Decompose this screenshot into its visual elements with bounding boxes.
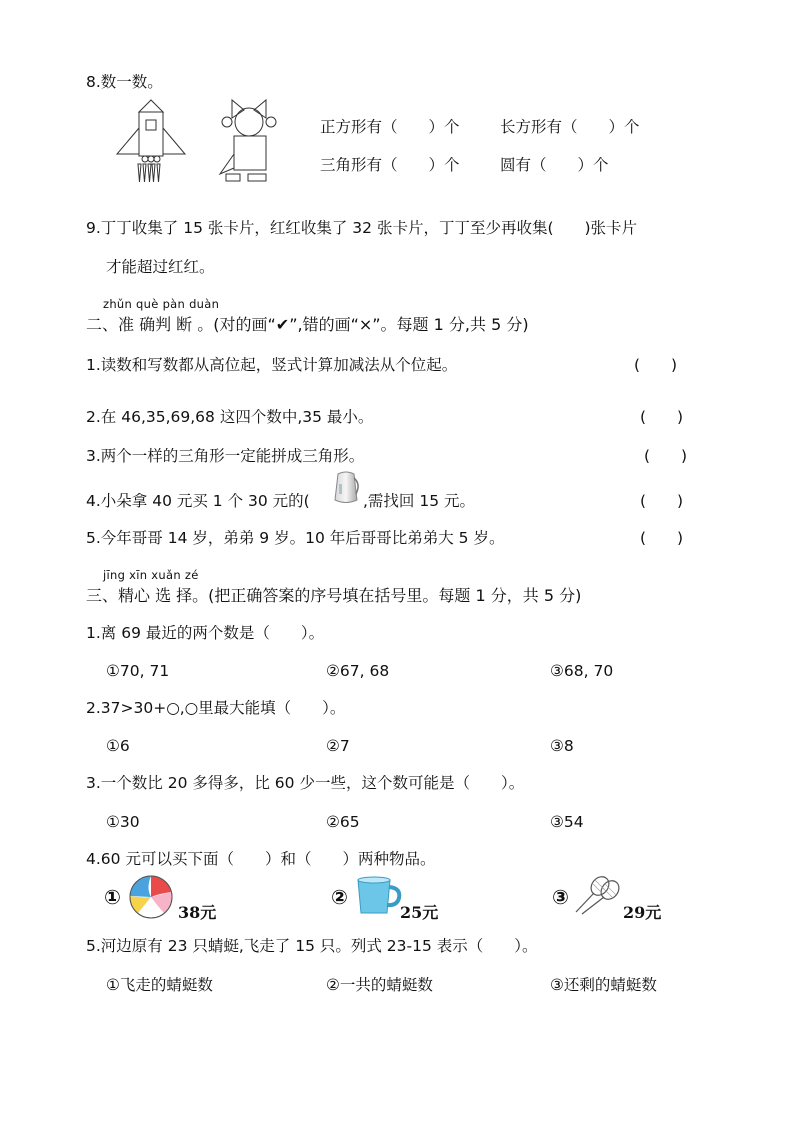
q8-rect-count: 长方形有（ ）个	[500, 118, 640, 136]
sec3-q2-opt-2[interactable]: ②7	[326, 737, 350, 755]
sec3-q1-opt-1[interactable]: ①70, 71	[106, 662, 170, 680]
sec2-item-4-paren[interactable]: ( )	[640, 492, 684, 510]
kettle-icon	[330, 470, 362, 506]
sec3-q5-opt-3[interactable]: ③还剩的蜻蜓数	[550, 976, 657, 994]
sec3-q4-mark-1[interactable]: ①	[104, 885, 121, 909]
sec3-q5-stem: 5.河边原有 23 只蜻蜓,飞走了 15 只。列式 23-15 表示（ ）。	[86, 937, 538, 955]
sec3-pinyin: jīng xīn xuǎn zé	[103, 568, 199, 582]
rocket-figure	[114, 98, 188, 190]
beach-ball-icon	[128, 874, 174, 920]
sec2-item-1: 1.读数和写数都从高位起，竖式计算加减法从个位起。	[86, 356, 458, 374]
sec3-q3-stem: 3.一个数比 20 多得多，比 60 少一些，这个数可能是（ ）。	[86, 774, 525, 792]
sec3-q4-mark-2[interactable]: ②	[331, 885, 348, 909]
q8-square-count: 正方形有（ ）个	[320, 118, 460, 136]
sec2-item-2: 2.在 46,35,69,68 这四个数中,35 最小。	[86, 408, 374, 426]
sec3-q2-opt-3[interactable]: ③8	[550, 737, 574, 755]
sec3-q4-price-3: 29元	[623, 903, 662, 922]
sec3-q2-opt-1[interactable]: ①6	[106, 737, 130, 755]
sec2-item-3: 3.两个一样的三角形一定能拼成三角形。	[86, 447, 365, 465]
sec2-pinyin: zhǔn què pàn duàn	[103, 297, 220, 311]
sec2-item-4b: ,需找回 15 元。	[363, 492, 476, 510]
sec2-item-1-paren[interactable]: ( )	[634, 356, 678, 374]
q8-triangle-count: 三角形有（ ）个	[320, 156, 460, 174]
sec3-q4-price-1: 38元	[178, 903, 217, 922]
sec2-item-2-paren[interactable]: ( )	[640, 408, 684, 426]
sec3-q4-price-2: 25元	[400, 903, 439, 922]
sec3-q2-stem: 2.37>30+○,○里最大能填（ ）。	[86, 699, 346, 717]
sec3-q3-opt-3[interactable]: ③54	[550, 813, 584, 831]
sec3-q3-opt-2[interactable]: ②65	[326, 813, 360, 831]
q9-line2: 才能超过红红。	[106, 258, 215, 276]
q9-line1: 9.丁丁收集了 15 张卡片，红红收集了 32 张卡片，丁丁至少再收集( )张卡片	[86, 219, 638, 237]
cup-icon	[355, 876, 403, 916]
sec2-item-5-paren[interactable]: ( )	[640, 529, 684, 547]
sec3-q1-opt-2[interactable]: ②67, 68	[326, 662, 390, 680]
cat-figure	[214, 98, 286, 186]
sec2-item-4a: 4.小朵拿 40 元买 1 个 30 元的(	[86, 492, 310, 510]
badminton-rackets-icon	[570, 874, 622, 918]
sec2-item-3-paren[interactable]: ( )	[644, 447, 688, 465]
sec3-q5-opt-1[interactable]: ①飞走的蜻蜓数	[106, 976, 213, 994]
sec3-title: 三、精心 选 择。(把正确答案的序号填在括号里。每题 1 分，共 5 分)	[86, 586, 582, 605]
sec3-q3-opt-1[interactable]: ①30	[106, 813, 140, 831]
sec3-q4-mark-3[interactable]: ③	[552, 885, 569, 909]
q8-title: 8.数一数。	[86, 73, 163, 91]
sec3-q1-stem: 1.离 69 最近的两个数是（ ）。	[86, 624, 325, 642]
sec3-q4-stem: 4.60 元可以买下面（ ）和（ ）两种物品。	[86, 850, 436, 868]
sec3-q5-opt-2[interactable]: ②一共的蜻蜓数	[326, 976, 433, 994]
sec2-item-5: 5.今年哥哥 14 岁，弟弟 9 岁。10 年后哥哥比弟弟大 5 岁。	[86, 529, 505, 547]
sec3-q1-opt-3[interactable]: ③68, 70	[550, 662, 614, 680]
q8-circle-count: 圆有（ ）个	[500, 156, 609, 174]
sec2-title: 二、准 确判 断 。(对的画“✔”,错的画“×”。每题 1 分,共 5 分)	[86, 315, 529, 334]
